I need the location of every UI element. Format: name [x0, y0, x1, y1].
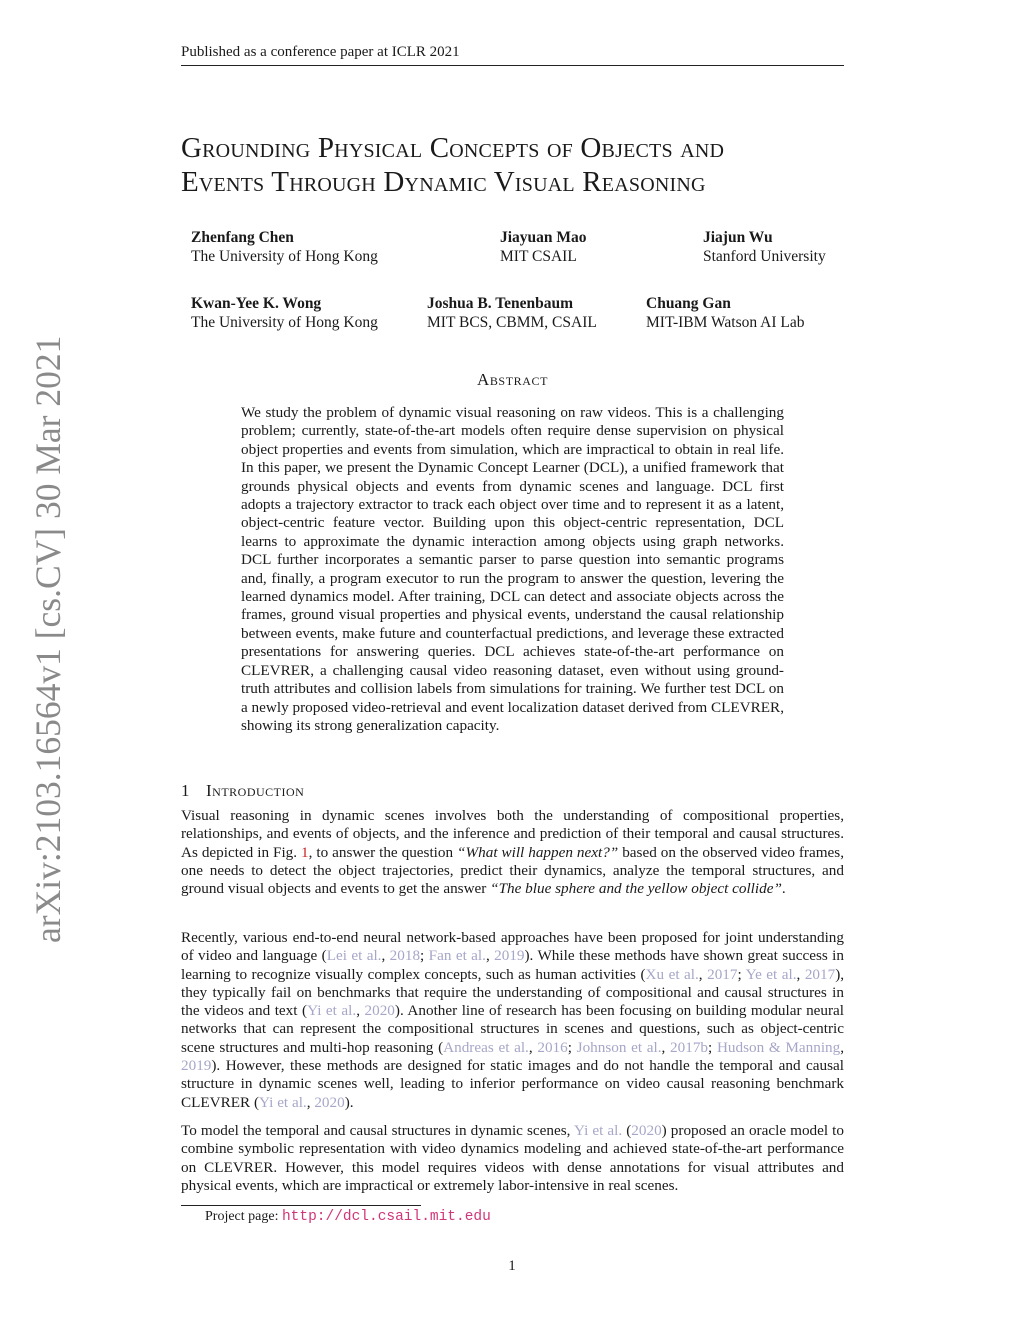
citation-link[interactable]: Ye et al.	[745, 965, 797, 983]
author-affiliation: MIT BCS, CBMM, CSAIL	[427, 314, 597, 331]
citation-link[interactable]: Yi et al.	[307, 1002, 357, 1020]
citation-year-link[interactable]: 2019	[181, 1057, 212, 1075]
text-run: ) proposed an oracle model to combine symbolic representation with video dynamics modeling and achieved state-of-the-art performance on CLEVRER. However, this model requires videos with dense annotations for visual attributes and physical events, which are impractical or extremely labor-intensive in real scenes.	[181, 1122, 844, 1194]
text-run: To model the temporal and causal structures in dynamic scenes,	[181, 1122, 574, 1139]
author-affiliation: MIT CSAIL	[500, 248, 577, 265]
intro-paragraph-1	[181, 807, 844, 898]
section-title: Introduction	[206, 781, 305, 800]
project-page-link[interactable]: http://dcl.csail.mit.edu	[281, 1209, 491, 1225]
author-affiliation: The University of Hong Kong	[191, 314, 378, 331]
text-run: ,	[306, 1093, 315, 1111]
citation-year-link[interactable]: 2018	[389, 947, 421, 965]
citation-link[interactable]: Fan et al.	[428, 947, 486, 965]
abstract-text: We study the problem of dynamic visual reasoning on raw videos. This is a challenging problem; currently, state-of-the-art models often require dense supervision on physical object properties and events from simulation, which are impractical to obtain in real life. In this paper, we present the Dynamic Concept Learner (DCL), a unified framework that grounds physical objects and events from dynamic scenes and language. DCL first adopts a trajectory extractor to track each object over time and to represent it as a latent, object-centric feature vector. Building upon this object-centric representation, DCL learns to approximate the dynamic interaction among objects using graph networks. DCL further incorporates a semantic parser to parse question into semantic programs and, finally, a program executor to run the program to answer the question, levering the learned dynamics model. After training, DCL can detect and associate objects across the frames, ground visual properties and physical events, understand the causal relationship between events, make future and counterfactual predictions, and leverage these extracted presentations for answering queries. DCL achieves state-of-the-art performance on CLEVRER, a challenging causal video reasoning dataset, even without using ground-truth attributes and collision labels from simulations for training. We further test DCL on a newly proposed video-retrieval and event localization dataset derived from CLEVRER, showing its strong generalization capacity.	[241, 404, 784, 734]
author-name: Joshua B. Tenenbaum	[427, 295, 574, 312]
citation-year-link[interactable]: 2020	[364, 1002, 395, 1020]
citation-year-link[interactable]: 2017b	[670, 1038, 709, 1056]
abstract-heading: Abstract	[476, 370, 549, 389]
text-run: ). Another line of research has been focusing on building modular neural networks that can represent the compositional structures in scenes and questions, such as object-centric scene structures and multi-hop reasoning (	[181, 1002, 845, 1056]
text-run: ), they typically fail on benchmarks that require the understanding of compositional and causal structures in the videos and text (	[181, 965, 845, 1020]
text-run: .	[781, 880, 786, 898]
author-name: Kwan-Yee K. Wong	[191, 295, 322, 312]
title-line-2: Events Through Dynamic Visual Reasoning	[181, 166, 706, 198]
text-run: ;	[420, 947, 429, 965]
title-line-1: Grounding Physical Concepts of Objects and	[181, 132, 725, 164]
text-run: ,	[485, 947, 495, 965]
text-run: ,	[796, 965, 805, 983]
quoted-question: “What will happen next?”	[457, 843, 619, 861]
text-run: (	[622, 1122, 632, 1139]
text-run: ).	[344, 1093, 354, 1111]
text-run: Visual reasoning in dynamic scenes involves both the understanding of compositional properties, relationships, and events of objects, and the inference and prediction of their temporal and causal structures. As depicted in Fig.	[181, 807, 844, 861]
citation-year-link[interactable]: 2016	[537, 1038, 568, 1056]
text-run: , to answer the question	[308, 843, 458, 861]
text-run: ;	[708, 1038, 717, 1056]
citation-year-link[interactable]: 2020	[314, 1093, 345, 1111]
author-block	[703, 228, 826, 266]
text-run: Recently, various end-to-end neural network-based approaches have been proposed for joint understanding of video and language (	[181, 929, 844, 965]
paper-title	[181, 131, 851, 199]
author-affiliation: MIT-IBM Watson AI Lab	[646, 314, 805, 331]
text-run: ,	[698, 965, 708, 983]
conference-header: Published as a conference paper at ICLR 2021	[181, 44, 460, 60]
figure-link[interactable]: 1	[301, 843, 309, 861]
text-run: based on the observed video frames, one needs to detect the object trajectories, predict their dynamics, analyze the temporal structures, and ground visual objects and events to get the answer	[181, 843, 844, 898]
citation-link[interactable]: Hudson & Manning	[716, 1038, 841, 1056]
footnote-label: Project page:	[205, 1209, 282, 1224]
header-rule	[181, 65, 844, 66]
author-block	[646, 294, 804, 332]
author-name: Chuang Gan	[646, 295, 731, 312]
text-run: ,	[840, 1038, 845, 1056]
author-block	[191, 294, 378, 332]
page-number: 1	[508, 1258, 516, 1274]
text-run: ,	[356, 1002, 365, 1020]
intro-paragraph-3	[181, 1122, 844, 1195]
author-name: Jiayuan Mao	[500, 229, 587, 246]
intro-paragraph-2	[181, 929, 844, 1112]
citation-year-link[interactable]: 2017	[707, 965, 738, 983]
text-run: ;	[567, 1038, 577, 1056]
author-block	[500, 228, 587, 266]
author-block	[427, 294, 597, 332]
text-run: ,	[528, 1038, 538, 1056]
text-run: ,	[661, 1038, 671, 1056]
citation-link[interactable]: Yi et al.	[573, 1122, 623, 1139]
section-number: 1	[181, 781, 190, 800]
author-block	[191, 228, 378, 266]
footnote	[205, 1209, 491, 1225]
citation-link[interactable]: Lei et al.	[326, 947, 382, 965]
quoted-answer: “The blue sphere and the yellow object collide”	[490, 880, 782, 898]
author-name: Zhenfang Chen	[191, 229, 294, 246]
author-affiliation: The University of Hong Kong	[191, 248, 378, 265]
citation-link[interactable]: Andreas et al.	[443, 1038, 529, 1056]
citation-link[interactable]: Yi et al.	[259, 1093, 307, 1111]
author-affiliation: Stanford University	[703, 248, 826, 265]
arxiv-identifier: arXiv:2103.16564v1 [cs.CV] 30 Mar 2021	[28, 335, 68, 943]
citation-link[interactable]: Xu et al.	[645, 965, 699, 983]
citation-link[interactable]: Johnson et al.	[576, 1038, 662, 1056]
author-name: Jiajun Wu	[703, 229, 773, 246]
text-run: ). While these methods have shown great success in learning to recognize visually complex concepts, such as human activities (	[181, 947, 844, 983]
citation-year-link[interactable]: 2020	[631, 1122, 662, 1139]
citation-year-link[interactable]: 2017	[804, 965, 836, 983]
text-run: ;	[737, 965, 746, 983]
footnote-rule	[181, 1205, 421, 1206]
text-run: ). However, these methods are designed for static images and do not handle the temporal and causal structure in dynamic scenes well, leading to inferior performance on video causal reasoning benchmark CLEVRER (	[181, 1057, 844, 1111]
text-run: ,	[381, 947, 390, 965]
citation-year-link[interactable]: 2019	[494, 947, 525, 965]
section-heading-introduction	[181, 781, 304, 801]
